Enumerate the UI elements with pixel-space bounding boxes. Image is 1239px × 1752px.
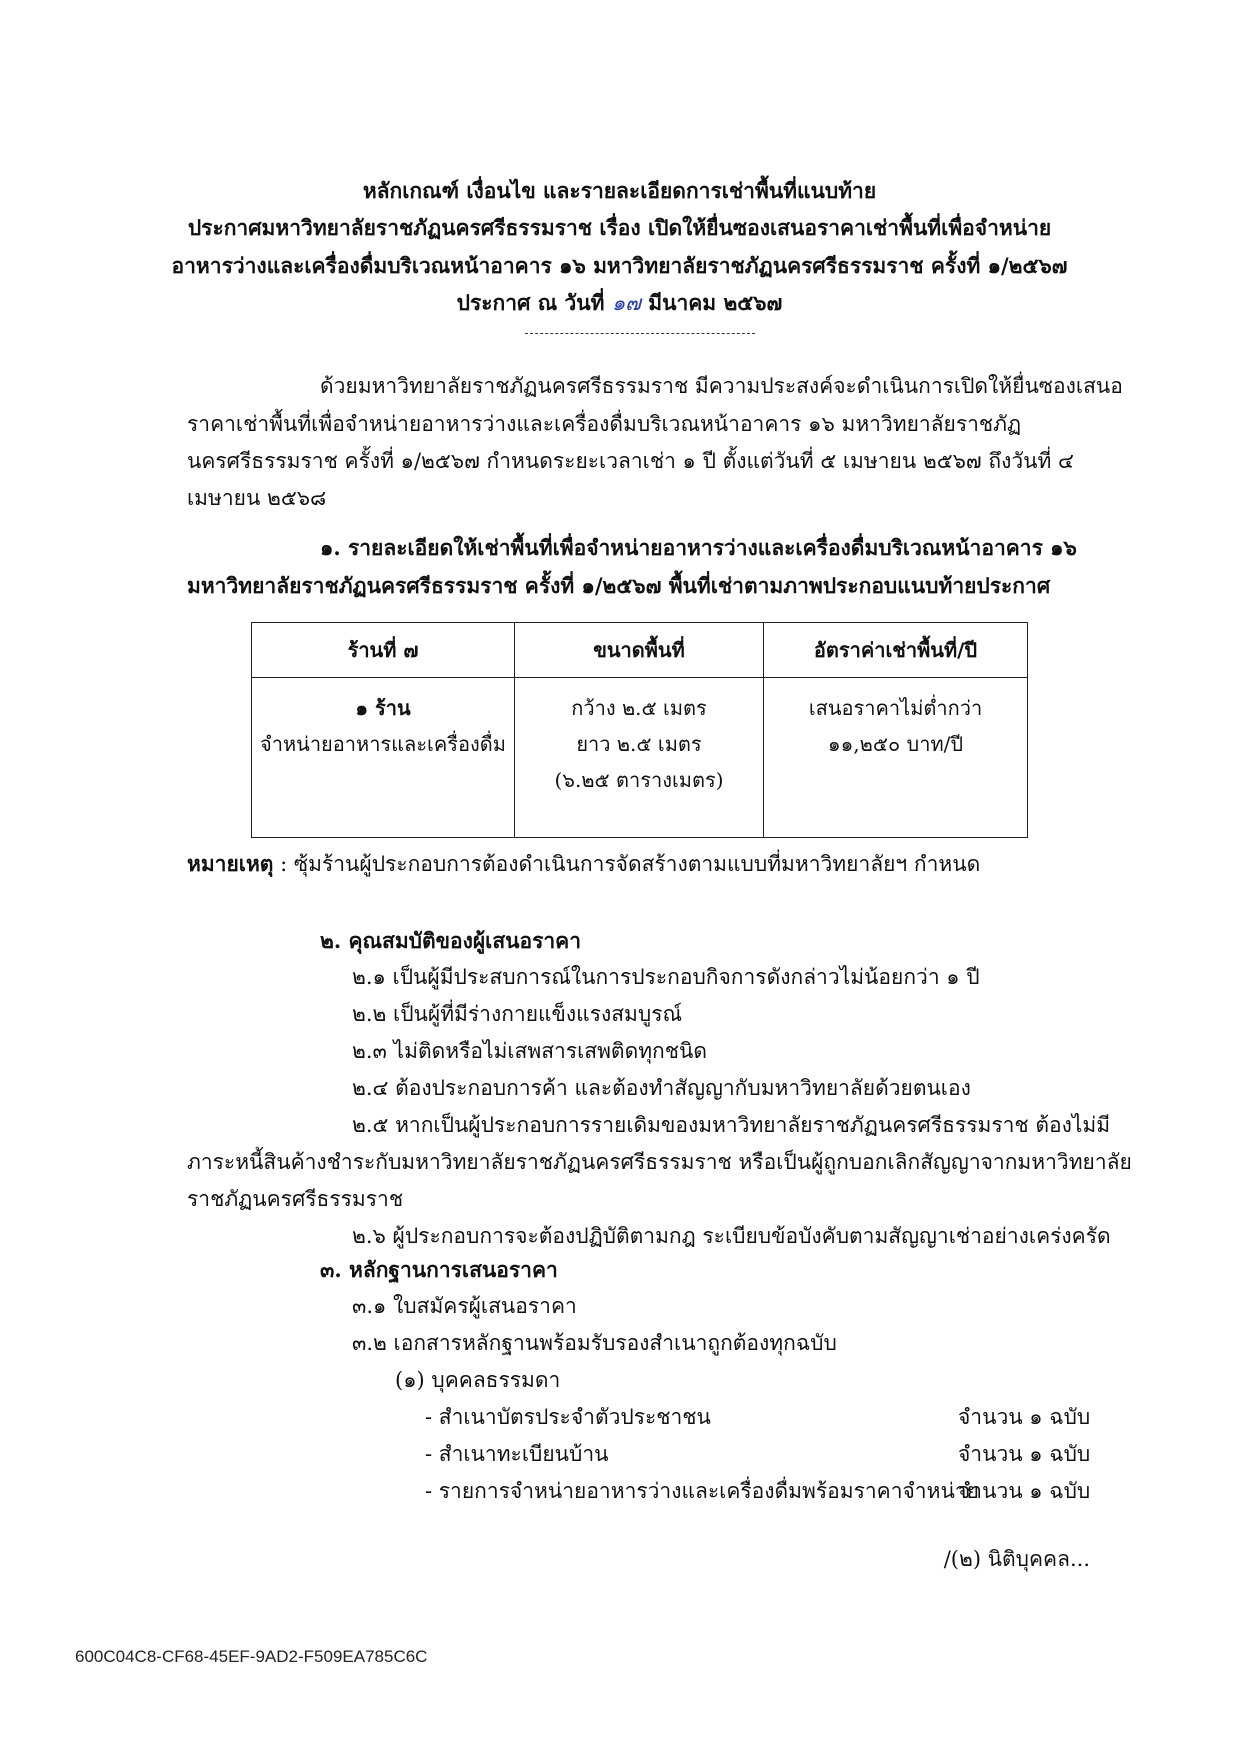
title-line-1: หลักเกณฑ์ เงื่อนไข และรายละเอียดการเช่าพื้นที่แนบท้าย	[362, 178, 877, 203]
title-line-3: อาหารว่างและเครื่องดื่มบริเวณหน้าอาคาร ๑๖ มหาวิทยาลัยราชภัฏนครศรีธรรมราช ครั้งที่ ๑/๒๕๖๗	[171, 253, 1068, 278]
table-header-row	[252, 623, 1028, 678]
rate-value: ๑๑,๒๕๐ บาท/ปี	[827, 732, 964, 756]
shop-description: จำหน่ายอาหารและเครื่องดื่ม	[260, 732, 506, 756]
section1-line-2: มหาวิทยาลัยราชภัฏนครศรีธรรมราช ครั้งที่ ๑/๒๕๖๗ พื้นที่เช่าตามภาพประกอบแนบท้ายประกาศ	[187, 573, 1051, 598]
section2-title: ๒. คุณสมบัติของผู้เสนอราคา	[320, 928, 582, 953]
announce-date	[0, 287, 1239, 320]
area-width: กว้าง ๒.๕ เมตร	[571, 696, 707, 720]
continuation-text: /(๒) นิติบุคคล...	[943, 1547, 1090, 1571]
note-label: หมายเหตุ	[187, 851, 274, 876]
cell-shop	[252, 678, 515, 838]
document-code: 600C04C8-CF68-45EF-9AD2-F509EA785C6C	[75, 1647, 428, 1666]
doc-item-name: - สำเนาทะเบียนบ้าน	[425, 1442, 609, 1466]
dashed-separator	[525, 333, 755, 334]
section2-item-5a: ๒.๕ หากเป็นผู้ประกอบการรายเดิมของมหาวิทยาลัยราชภัฏนครศรีธรรมราช ต้องไม่มี	[352, 1113, 1111, 1137]
section1-line-1: ๑. รายละเอียดให้เช่าพื้นที่เพื่อจำหน่ายอาหารว่างและเครื่องดื่มบริเวณหน้าอาคาร ๑๖	[320, 535, 1077, 560]
table-row	[252, 678, 1028, 838]
intro-line-1: ด้วยมหาวิทยาลัยราชภัฏนครศรีธรรมราช มีความประสงค์จะดำเนินการเปิดให้ยื่นซองเสนอ	[320, 374, 1123, 398]
section3-sub-1: (๑) บุคคลธรรมดา	[395, 1368, 561, 1392]
intro-line-2: ราคาเช่าพื้นที่เพื่อจำหน่ายอาหารว่างและเครื่องดื่มบริเวณหน้าอาคาร ๑๖ มหาวิทยาลัยราชภัฏ	[187, 412, 1022, 436]
announce-prefix: ประกาศ ณ วันที่	[456, 290, 605, 315]
doc-item-name: - สำเนาบัตรประจำตัวประชาชน	[425, 1405, 711, 1429]
section3-title: ๓. หลักฐานการเสนอราคา	[320, 1257, 558, 1282]
rate-label: เสนอราคาไม่ต่ำกว่า	[808, 696, 983, 720]
note-text: : ซุ้มร้านผู้ประกอบการต้องดำเนินการจัดสร้างตามแบบที่มหาวิทยาลัยฯ กำหนด	[273, 852, 981, 876]
section3-item-2: ๓.๒ เอกสารหลักฐานพร้อมรับรองสำเนาถูกต้องทุกฉบับ	[352, 1331, 837, 1355]
announce-day-handwritten: ๑๗	[611, 291, 641, 315]
cell-area	[515, 678, 764, 838]
intro-line-3: นครศรีธรรมราช ครั้งที่ ๑/๒๕๖๗ กำหนดระยะเวลาเช่า ๑ ปี ตั้งแต่วันที่ ๕ เมษายน ๒๕๖๗ ถึงวันที่ ๔	[187, 449, 1074, 473]
section2-item-2: ๒.๒ เป็นผู้ที่มีร่างกายแข็งแรงสมบูรณ์	[352, 1002, 682, 1026]
doc-item-name: - รายการจำหน่ายอาหารว่างและเครื่องดื่มพร้อมราคาจำหน่าย	[425, 1479, 979, 1503]
shop-count: ๑ ร้าน	[355, 696, 411, 720]
announce-month-year: มีนาคม ๒๕๖๗	[648, 290, 783, 315]
title-line-2: ประกาศมหาวิทยาลัยราชภัฏนครศรีธรรมราช เรื่อง เปิดให้ยื่นซองเสนอราคาเช่าพื้นที่เพื่อจำหน่าย	[187, 215, 1052, 240]
table-header-shop: ร้านที่ ๗	[252, 623, 515, 678]
section3-item-1: ๓.๑ ใบสมัครผู้เสนอราคา	[352, 1294, 577, 1318]
intro-line-4: เมษายน ๒๕๖๘	[187, 486, 327, 510]
doc-item-qty: จำนวน ๑ ฉบับ	[958, 1405, 1091, 1429]
section2-item-5c: ราชภัฏนครศรีธรรมราช	[187, 1187, 404, 1211]
section2-item-5b: ภาระหนี้สินค้างชำระกับมหาวิทยาลัยราชภัฏนครศรีธรรมราช หรือเป็นผู้ถูกบอกเลิกสัญญาจากมหาวิทยาลัย	[187, 1150, 1132, 1174]
continuation-note	[925, 1543, 1090, 1576]
area-total: (๖.๒๕ ตารางเมตร)	[554, 768, 724, 792]
section2-item-4: ๒.๔ ต้องประกอบการค้า และต้องทำสัญญากับมหาวิทยาลัยด้วยตนเอง	[352, 1076, 971, 1100]
cell-rate	[764, 678, 1028, 838]
area-length: ยาว ๒.๕ เมตร	[576, 732, 702, 756]
section2-item-6: ๒.๖ ผู้ประกอบการจะต้องปฏิบัติตามกฎ ระเบียบข้อบังคับตามสัญญาเช่าอย่างเคร่งครัด	[352, 1224, 1111, 1248]
doc-item-qty: จำนวน ๑ ฉบับ	[958, 1479, 1091, 1503]
table-header-area: ขนาดพื้นที่	[515, 623, 764, 678]
note-line	[187, 848, 980, 881]
rental-table	[251, 622, 1028, 838]
section2-item-1: ๒.๑ เป็นผู้มีประสบการณ์ในการประกอบกิจการดังกล่าวไม่น้อยกว่า ๑ ปี	[352, 965, 980, 989]
table-header-rate: อัตราค่าเช่าพื้นที่/ปี	[764, 623, 1028, 678]
section2-item-3: ๒.๓ ไม่ติดหรือไม่เสพสารเสพติดทุกชนิด	[352, 1039, 708, 1063]
doc-item-qty: จำนวน ๑ ฉบับ	[958, 1442, 1091, 1466]
